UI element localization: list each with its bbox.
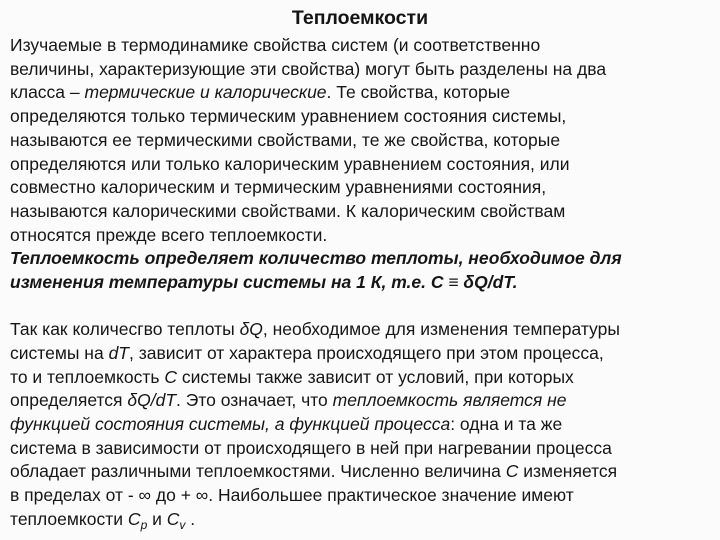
text-line: называются ее термическими свойствами, те же свойства, которые: [10, 129, 561, 150]
text-run: , зависит от характера происходящего при этом процесса,: [129, 342, 604, 363]
definition-line: изменения температуры системы на 1 К, т.е. С ≡ δQ/dT.: [10, 272, 518, 293]
definition-line: Теплоемкость определяет количество теплоты, необходимое для: [10, 248, 622, 269]
text-line: система в зависимости от происходящего в ней при нагревании процесса: [10, 437, 612, 458]
math-symbol: С: [505, 461, 519, 482]
subscript: v: [179, 517, 186, 532]
text-run: , необходимое для изменения температуры: [262, 319, 620, 340]
math-symbol: dT: [108, 342, 129, 363]
text-run: . Те свойства, которые: [326, 82, 511, 103]
text-run: .: [185, 508, 196, 529]
text-line: в пределах от - ∞ до + ∞. Наибольшее практическое значение имеют: [10, 485, 574, 506]
text-line: [10, 389, 716, 413]
text-run: . Это означает, что: [176, 390, 333, 411]
text-run: системы на: [10, 342, 109, 363]
text-line: [10, 413, 716, 437]
text-run: Так как количесгво теплоты: [10, 319, 240, 340]
math-symbol: С: [127, 508, 141, 529]
text-run: класса –: [10, 82, 85, 103]
text-line: [10, 81, 716, 105]
paragraph-2: [10, 318, 716, 531]
text-run: то и теплоемкость: [10, 366, 165, 387]
text-run: : одна и та же: [450, 414, 563, 435]
text-line: [10, 342, 716, 366]
text-line: Изучаемые в термодинамике свойства систем (и соответственно: [10, 35, 541, 55]
text-run: определяется: [10, 390, 128, 411]
text-line: определяются только термическим уравнением состояния системы,: [10, 106, 567, 127]
text-line: [10, 366, 716, 390]
math-symbol: С: [166, 508, 180, 529]
subscript: p: [140, 517, 148, 532]
math-symbol: δQ: [239, 319, 263, 340]
slide-body: [10, 34, 716, 532]
text-run: системы также зависит от условий, при которых: [176, 366, 574, 387]
math-symbol: δQ/dT: [127, 390, 177, 411]
text-line: относятся прежде всего теплоемкости.: [10, 224, 328, 245]
text-run: обладает различными теплоемкостями. Численно величина: [10, 461, 506, 482]
text-run: изменяется: [518, 461, 618, 482]
text-run: и: [147, 508, 167, 529]
text-line: величины, характеризующие эти свойства) могут быть разделены на два: [10, 58, 607, 79]
italic-term: термические и калорические: [84, 82, 327, 103]
text-line: [10, 460, 716, 484]
text-line: [10, 318, 716, 342]
paragraph-1: [10, 34, 716, 295]
text-line: [10, 508, 716, 532]
text-line: совместно калорическим и термическим уравнениями состояния,: [10, 177, 547, 198]
italic-phrase: функцией состояния системы, а функцией процесса: [10, 414, 451, 435]
text-run: теплоемкости: [10, 508, 128, 529]
italic-phrase: теплоемкость является не: [332, 390, 567, 411]
slide-title: Теплоемкости: [291, 7, 429, 29]
text-line: определяются или только калорическим уравнением состояния, или: [10, 153, 570, 174]
paragraph-gap: [10, 295, 716, 319]
text-line: называются калорическими свойствами. К калорическим свойствам: [10, 200, 566, 221]
math-symbol: С: [164, 366, 177, 387]
